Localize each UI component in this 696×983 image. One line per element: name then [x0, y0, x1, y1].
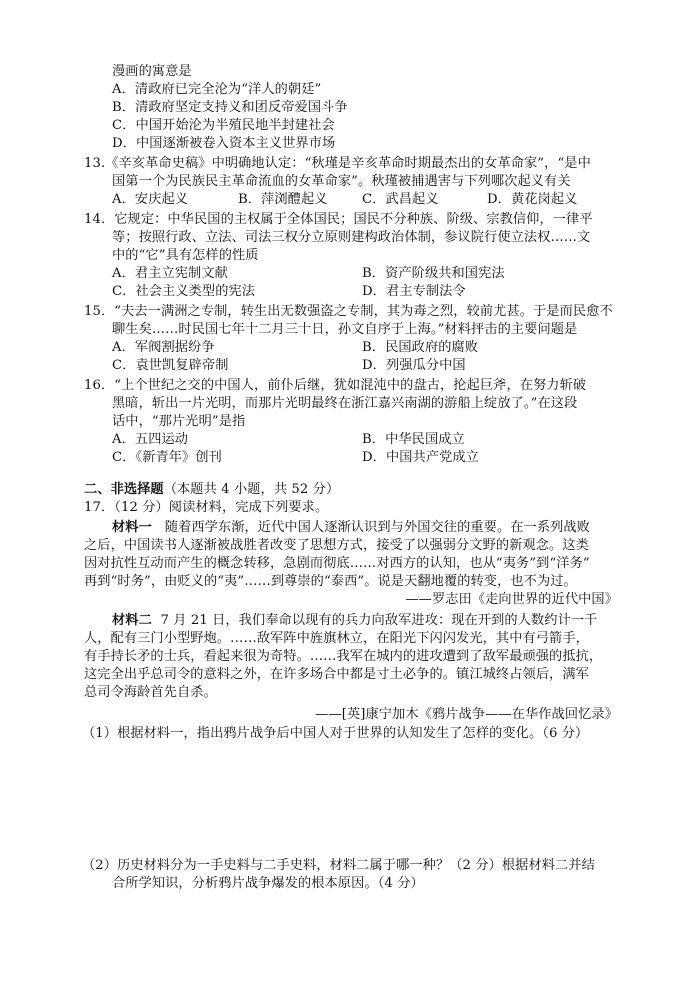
q12-option-d: D．中国逐渐被卷入资本主义世界市场 — [112, 136, 336, 151]
material-1-text-line1: 随着西学东渐，近代中国人逐渐认识到与外国交往的重要。在一系列战败 — [164, 520, 590, 535]
q17-subquestion-1: （1）根据材料一，指出鸦片战争后中国人对于世界的认知发生了怎样的变化。（6 分） — [82, 726, 589, 741]
q15-option-b: B．民国政府的腐败 — [362, 340, 479, 355]
q14-stem-line1: 14．它规定：中华民国的主权属于全体国民；国民不分种族、阶级、宗教信仰，一律平 — [84, 212, 593, 227]
q13-option-a: A．安庆起义 — [112, 192, 189, 207]
material-1-line2: 之后，中国读书人逐渐被战胜者改变了思想方式，接受了以强弱分文野的新观念。这类 — [84, 538, 589, 553]
material-2-label: 材料二 — [112, 613, 152, 628]
q16-stem-line1: 16．“上个世纪之交的中国人，前仆后继，犹如混沌中的盘古，抡起巨斧，在努力斩破 — [84, 378, 587, 393]
q16-option-b: B．中华民国成立 — [362, 432, 465, 447]
q13-option-c: C．武昌起义 — [362, 192, 439, 207]
q14-stem-line3: 中的“它”具有怎样的性质 — [112, 248, 259, 263]
material-2-source: ——[英]康宁加木《鸦片战争——在华作战回忆录》 — [315, 707, 618, 722]
material-2-line5: 总司令海龄首先自杀。 — [84, 685, 217, 700]
q12-option-a: A．清政府已完全沦为“洋人的朝廷” — [112, 82, 322, 97]
q14-option-d: D．君主专制法令 — [362, 284, 466, 299]
q15-stem-line1: 15．“夫去一满洲之专制，转生出无数强盗之专制，其为毒之烈，较前尤甚。于是而民愈不 — [84, 304, 613, 319]
q15-option-c: C．袁世凯复辟帝制 — [112, 358, 229, 373]
q16-option-c: C．《新青年》创刊 — [112, 450, 222, 465]
q12-option-c: C．中国开始沦为半殖民地半封建社会 — [112, 118, 335, 133]
q14-option-a: A．君主立宪制文献 — [112, 266, 228, 281]
q16-stem-line3: 话中，“那片光明”是指 — [112, 414, 246, 429]
q17-subquestion-2-line1: （2）历史材料分为一手史料与二手史料，材料二属于哪一种？（2 分）根据材料二并结 — [82, 858, 595, 873]
q16-option-d: D．中国共产党成立 — [362, 450, 479, 465]
section-heading-title: 二、非选择题 — [84, 482, 164, 497]
q14-option-c: C．社会主义类型的宪法 — [112, 284, 256, 299]
q17-subquestion-2-line2: 合所学知识，分析鸦片战争爆发的根本原因。（4 分） — [112, 876, 424, 891]
material-2-line2: 人，配有三门小型野炮。……敌军阵中旌旗林立，在阳光下闪闪发光，其中有弓箭手， — [84, 631, 589, 646]
material-2-text-line1: 7 月 21 日，我们奉命以现有的兵力向敌军进攻：现在开到的人数约计一千 — [160, 613, 598, 628]
q15-option-d: D．列强瓜分中国 — [362, 358, 466, 373]
q16-stem-line2: 黑暗，斩出一片光明，而那片光明最终在浙江嘉兴南湖的游船上绽放了。”在这段 — [112, 396, 578, 411]
q13-stem-line1: 13.《辛亥革命史稿》中明确地认定：“秋瑾是辛亥革命时期最杰出的女革命家”，“是中 — [84, 156, 591, 171]
material-1-line3: 因对抗性互动而产生的概念转移，急剧而彻底……对西方的认知，也从“夷务”到“洋务” — [84, 556, 590, 571]
material-2-line4: 这完全出乎总司令的意料之外，在许多场合中都是寸土必争的。镇江城终占领后，满军 — [84, 667, 589, 682]
q17-intro: 17．（12 分）阅读材料，完成下列要求。 — [84, 500, 329, 515]
q14-option-b: B．资产阶级共和国宪法 — [362, 266, 505, 281]
q13-option-d: D．黄花岗起义 — [487, 192, 578, 207]
material-1-label: 材料一 — [112, 520, 152, 535]
material-2-line3: 有手持长矛的士兵，看起来很为奇特。……我军在城内的进攻遭到了敌军最顽强的抵抗， — [84, 649, 603, 664]
q14-stem-line2: 等；按照行政、立法、司法三权分立原则建构政治体制，参议院行使立法权……文 — [112, 230, 591, 245]
material-1-line4: 再到“时务”，由贬义的“夷”……到尊崇的“泰西”。说是天翻地覆的转变，也不为过。 — [84, 574, 577, 589]
q12-stem-tail: 漫画的寓意是 — [112, 64, 192, 79]
q13-option-b: B．萍浏醴起义 — [238, 192, 328, 207]
material-1-source: ——罗志田《走向世界的近代中国》 — [405, 592, 618, 607]
material-2-line1 — [112, 612, 597, 629]
q16-option-a: A．五四运动 — [112, 432, 189, 447]
q13-stem-line2: 国第一个为民族民主革命流血的女革命家”。秋瑾被捕遇害与下列哪次起义有关 — [112, 174, 571, 189]
section-heading-note: （本题共 4 小题，共 52 分） — [163, 482, 340, 497]
material-1-line1 — [112, 519, 590, 536]
q15-stem-line2: 聊生矣……时民国七年十二月三十日，孙文自序于上海。”材料抨击的主要问题是 — [112, 322, 578, 337]
q12-option-b: B．清政府坚定支持义和团反帝爱国斗争 — [112, 100, 348, 115]
section-heading — [84, 481, 339, 498]
q15-option-a: A．军阀割据纷争 — [112, 340, 215, 355]
